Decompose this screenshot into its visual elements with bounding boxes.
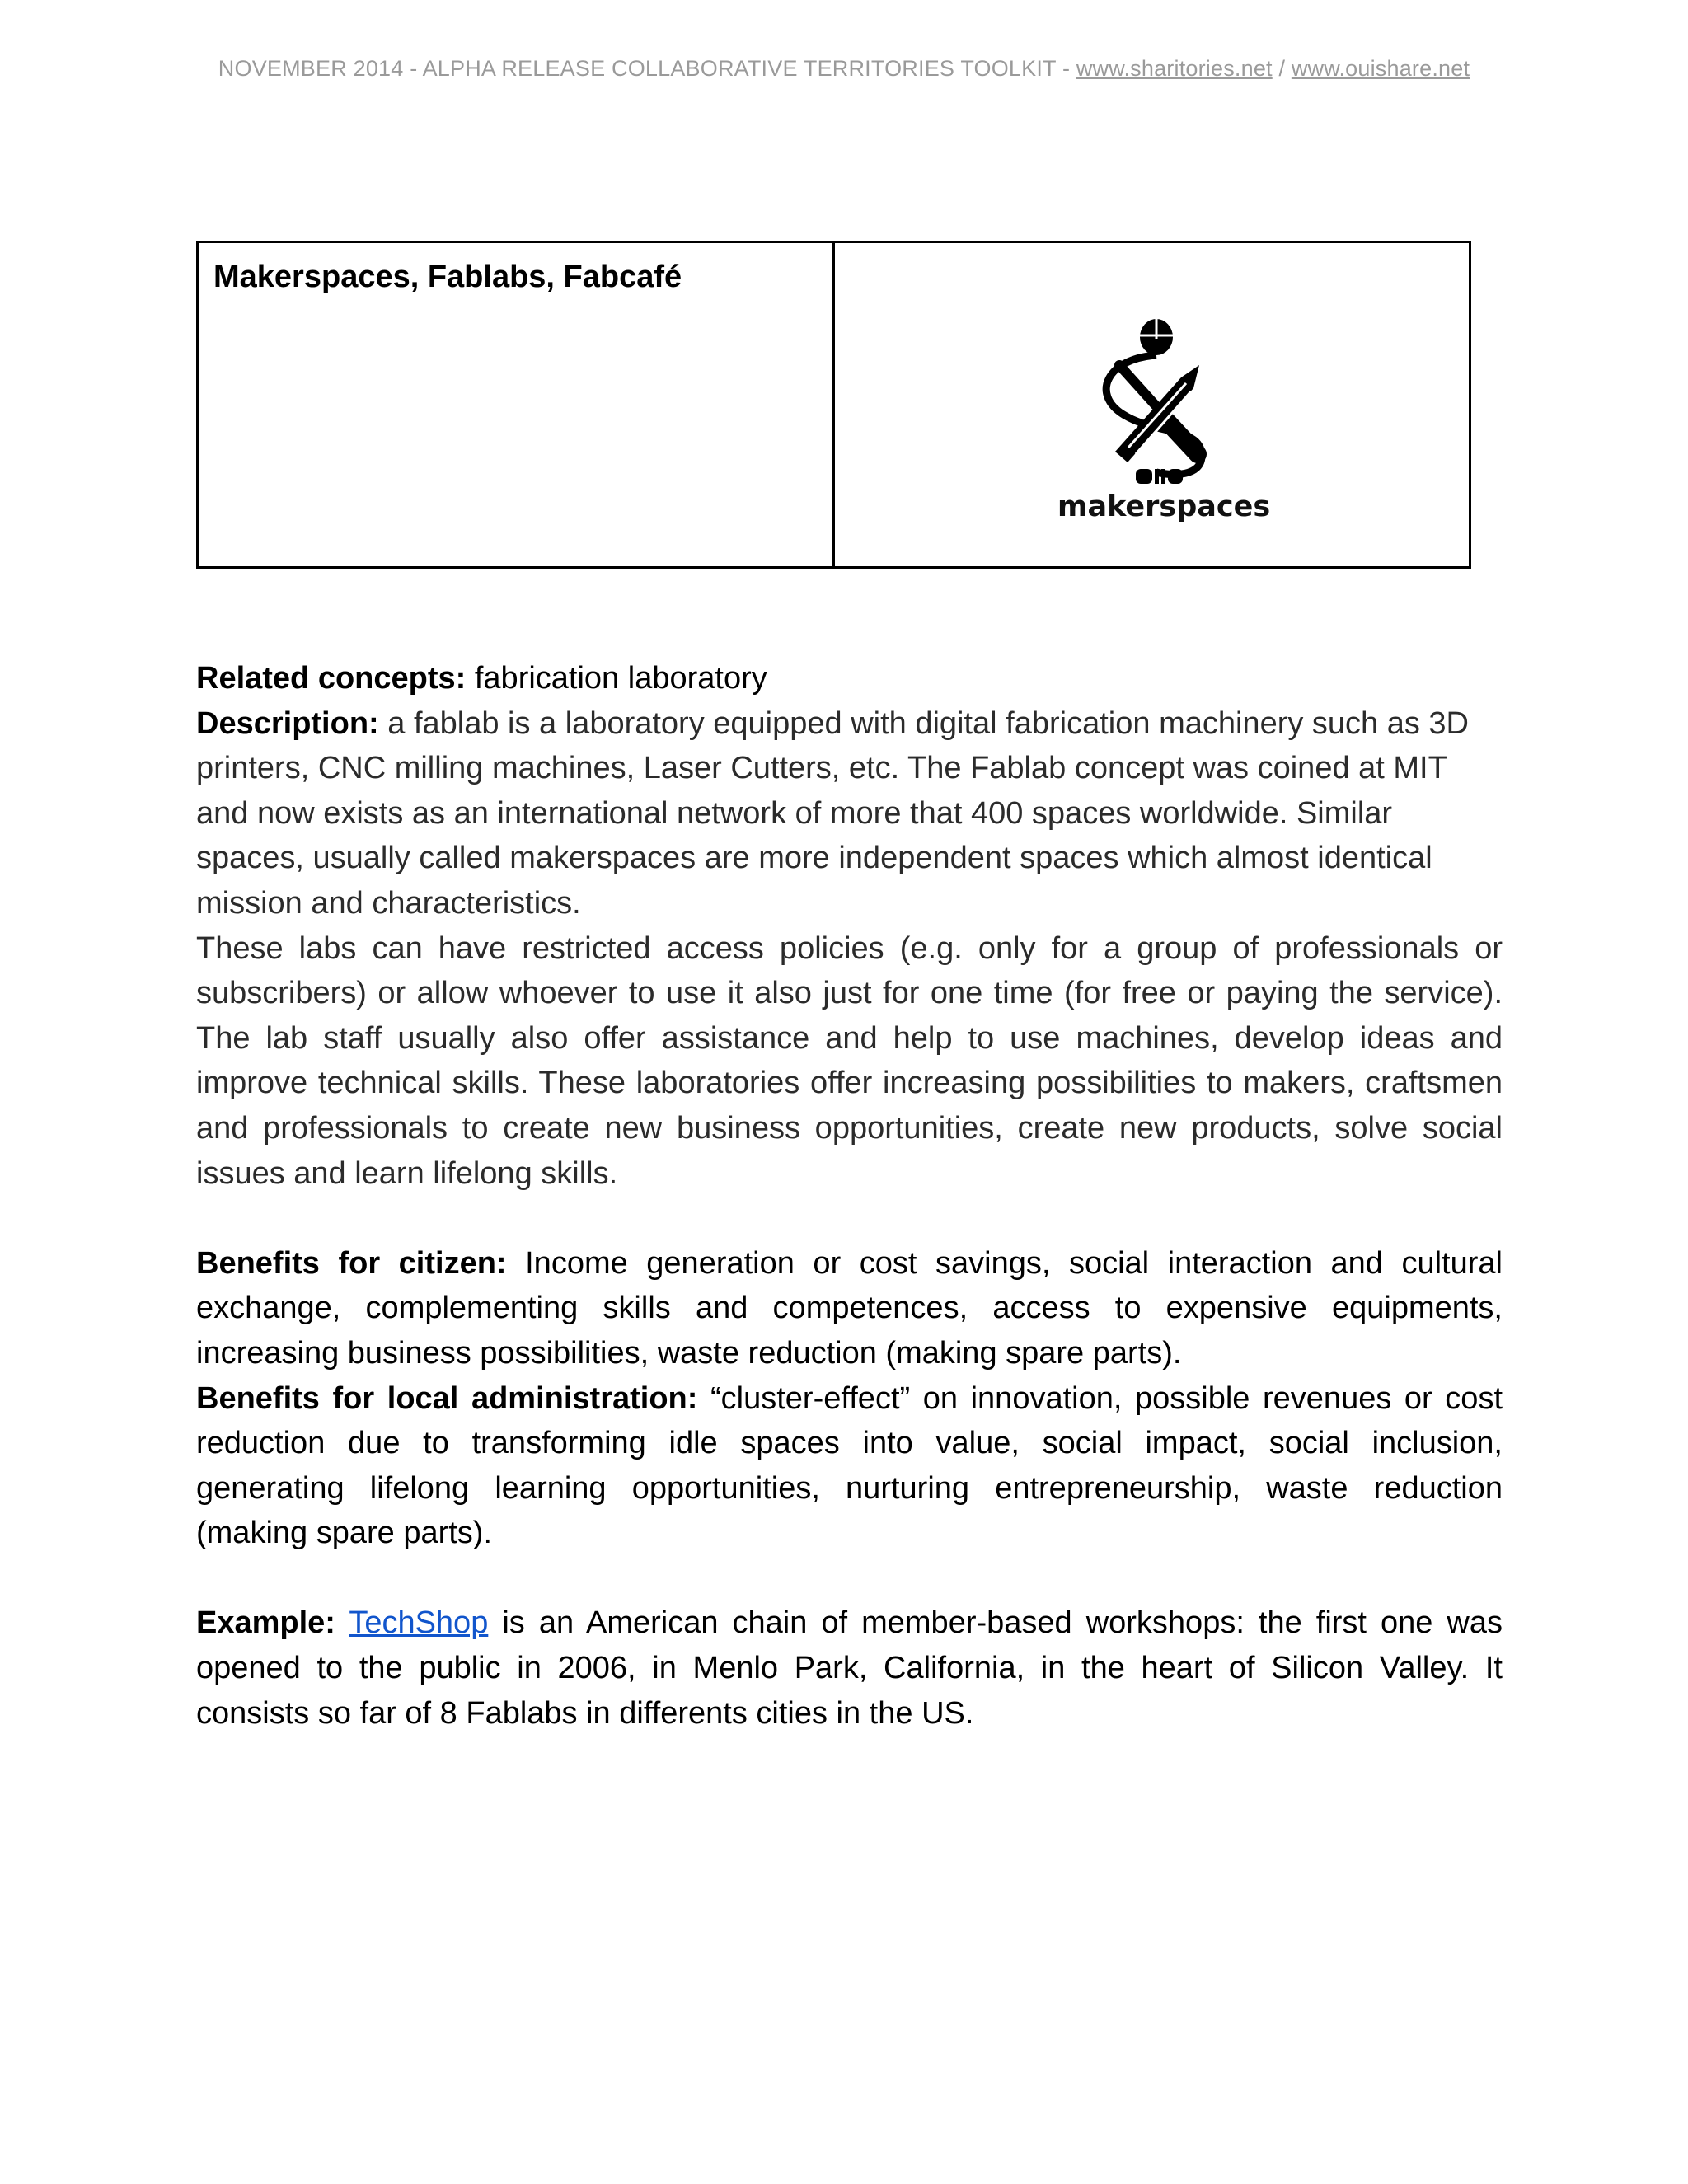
title-cell bbox=[199, 243, 835, 566]
header-separator: / bbox=[1272, 56, 1292, 81]
makerspaces-logo bbox=[1057, 316, 1271, 530]
example-label: Example: bbox=[196, 1605, 335, 1641]
example-paragraph bbox=[196, 1601, 1503, 1736]
benefits-admin-paragraph bbox=[196, 1376, 1503, 1556]
related-text: fabrication laboratory bbox=[466, 661, 767, 696]
section-title: Makerspaces, Fablabs, Fabcafé bbox=[213, 260, 682, 294]
description-text: a fablab is a laboratory equipped with digital fabrication machinery such as 3D printers, CNC milling machines, Laser Cutters, etc. The Fablab concept was coined at MIT and now exists as an international network of more that 400 spaces worldwide. Similar spaces, usually called makerspaces are more independent spaces which almost identical mission and characteristics. bbox=[196, 705, 1470, 921]
makerspaces-icon bbox=[1057, 316, 1255, 489]
description-paragraph-2: These labs can have restricted access policies (e.g. only for a group of professionals or subscribers) or allow whoever to use it also just for one time (for free or paying the service). The lab staff usually also offer assistance and help to use machines, develop ideas and improve technical skills. These laboratories offer increasing possibilities to makers, craftsmen and professionals to create new business opportunities, create new products, solve social issues and learn lifelong skills. bbox=[196, 930, 1503, 1191]
related-label: Related concepts: bbox=[196, 661, 467, 696]
benefits-citizen-label: Benefits for citizen: bbox=[196, 1245, 507, 1281]
benefits-citizen-paragraph bbox=[196, 1241, 1503, 1376]
ouishare-link[interactable]: www.ouishare.net bbox=[1291, 56, 1470, 81]
title-table bbox=[196, 241, 1471, 569]
related-paragraph bbox=[196, 656, 1503, 701]
benefits-citizen-text: Income generation or cost savings, social interaction and cultural exchange, complementing skills and competences, access to expensive equipments, increasing business possibilities, waste reduction (making spare parts). bbox=[196, 1245, 1503, 1371]
techshop-link[interactable]: TechShop bbox=[349, 1605, 489, 1641]
logo-label: makerspaces bbox=[1057, 490, 1271, 523]
sharitories-link[interactable]: www.sharitories.net bbox=[1076, 56, 1273, 81]
example-text: is an American chain of member-based workshops: the first one was opened to the public in 2006, in Menlo Park, California, in the heart of Silicon Valley. It consists so far of 8 Fablabs in differents cities in the US. bbox=[196, 1605, 1503, 1731]
page-header bbox=[0, 56, 1688, 82]
logo-cell bbox=[835, 243, 1469, 566]
description-label: Description: bbox=[196, 705, 379, 741]
header-text: NOVEMBER 2014 - ALPHA RELEASE COLLABORATIVE TERRITORIES TOOLKIT - bbox=[218, 56, 1076, 81]
document-body bbox=[196, 656, 1503, 1736]
benefits-admin-label: Benefits for local administration: bbox=[196, 1380, 698, 1416]
description-paragraph bbox=[196, 701, 1503, 926]
benefits-admin-text: “cluster-effect” on innovation, possible revenues or cost reduction due to transforming idle spaces into value, social impact, social inclusion, generating lifelong learning opportunities, nurturing entrepreneurship, waste reduction (making spare parts). bbox=[196, 1380, 1503, 1551]
